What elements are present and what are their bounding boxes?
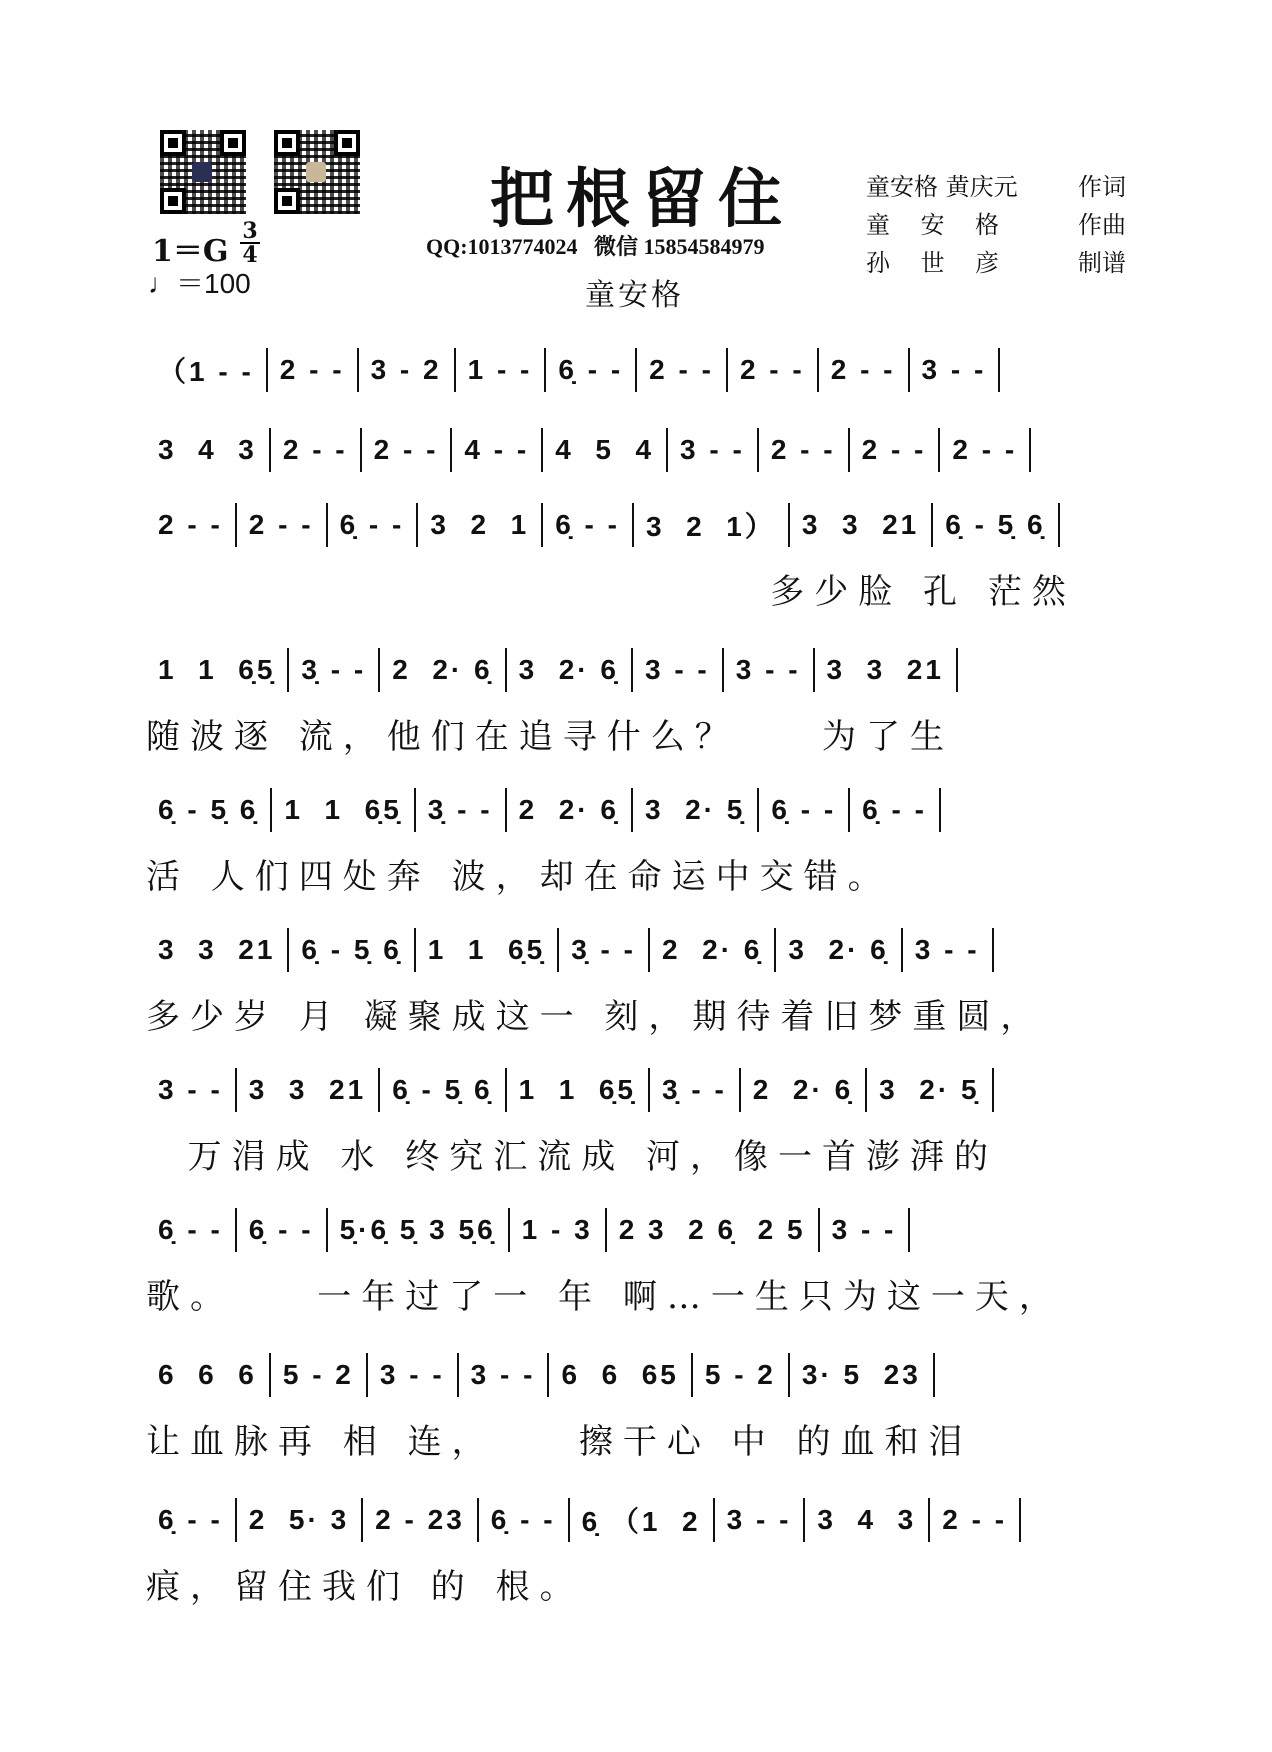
lyrics-line: 随波逐 流，他们在追寻什么？ 为了生	[146, 717, 955, 757]
measure: 3 - -	[910, 348, 1001, 392]
measure: 3 2· 5̣	[633, 788, 759, 832]
measure: 2 - -	[850, 428, 941, 472]
time-sig-top: 3	[242, 218, 258, 244]
measure: 3 2· 6̣	[507, 648, 633, 692]
measure: 1 1 6̣5̣	[146, 648, 289, 692]
time-signature	[240, 220, 260, 266]
measure: 2 2· 6̣	[741, 1068, 867, 1112]
measure: 3 - 2	[359, 348, 456, 392]
measure: 6̣ - 5̣ 6̣	[289, 928, 415, 972]
lyrics-line: 痕，留住我们 的 根。	[146, 1567, 584, 1607]
measure: 3 2· 6̣	[776, 928, 902, 972]
measure: 2 2· 6̣	[380, 648, 506, 692]
key-signature: 1＝G	[152, 234, 229, 269]
measure: 3̣ - -	[559, 928, 650, 972]
measure: 1 1 6̣5̣	[416, 928, 559, 972]
measure: 3̣ - -	[289, 648, 380, 692]
role-composer: 作曲	[1078, 211, 1126, 239]
credit-composer	[866, 206, 1126, 244]
measure: 3 2 1）	[634, 503, 790, 547]
measure: 3 2· 5̣	[867, 1068, 993, 1112]
measure: （1 - -	[146, 348, 268, 392]
measure: 3 3 21	[790, 503, 933, 547]
measure: 6̣ - -	[237, 1208, 328, 1252]
song-title: 把根留住	[490, 162, 794, 237]
score-line-6	[146, 925, 1126, 1038]
measure: 3 - -	[668, 428, 759, 472]
measure: 3 - -	[633, 648, 724, 692]
score-line-2	[146, 425, 1126, 475]
measures	[146, 425, 1126, 475]
measure: 6̣ （1 2	[570, 1498, 715, 1542]
measure: 2 2· 6̣	[507, 788, 633, 832]
score-line-8	[146, 1205, 1126, 1318]
lyrics-line: 多少岁 月 凝聚成这一 刻，期待着旧梦重圆，	[146, 997, 1045, 1037]
measure: 2 5· 3	[237, 1498, 363, 1542]
measures	[146, 1065, 1126, 1115]
qr-code-2	[274, 130, 360, 214]
role-arranger: 制谱	[1078, 249, 1126, 277]
lyrics-line: 多少脸 孔 茫然	[146, 572, 1076, 612]
score-line-7	[146, 1065, 1126, 1178]
tempo-marking: ♩＝100	[148, 268, 251, 299]
composer: 童 安 格	[866, 211, 1000, 239]
measure: 6 6 65	[549, 1353, 692, 1397]
measure: 2 3 2 6̣ 2 5	[607, 1208, 820, 1252]
measures	[146, 345, 1126, 395]
measure: 3 - -	[459, 1353, 550, 1397]
qr-code-1	[160, 130, 246, 214]
measures	[146, 1350, 1126, 1400]
measures	[146, 785, 1126, 835]
measure: 3 - -	[715, 1498, 806, 1542]
credit-lyrics	[866, 168, 1126, 206]
arranger: 孙 世 彦	[866, 249, 1000, 277]
measure: 1 1 6̣5̣	[507, 1068, 650, 1112]
lyrics-line: 歌。 一年过了一 年 啊…一生只为这一天，	[146, 1277, 1063, 1317]
measure: 6̣ - -	[328, 503, 419, 547]
score-line-4	[146, 645, 1126, 758]
singer-name: 童安格	[585, 278, 684, 313]
measure: 2 - -	[271, 428, 362, 472]
measures	[146, 1495, 1126, 1545]
measure: 2 - -	[930, 1498, 1021, 1542]
measure: 4 5 4	[543, 428, 668, 472]
lyrics-line: 万涓成 水 终究汇流成 河，像一首澎湃的	[146, 1137, 999, 1177]
measure: 3̣ - -	[650, 1068, 741, 1112]
measures	[146, 500, 1126, 550]
measure: 3 2 1	[418, 503, 543, 547]
score-line-9	[146, 1350, 1126, 1463]
time-sig-bottom: 4	[242, 242, 258, 268]
measure: 2 - 23	[363, 1498, 479, 1542]
measure: 3̣ - -	[416, 788, 507, 832]
measure: 2 - -	[940, 428, 1031, 472]
score-line-1	[146, 345, 1126, 395]
measure: 4 - -	[452, 428, 543, 472]
measure: 3 - -	[903, 928, 994, 972]
lyrics-line: 让血脉再 相 连， 擦干心 中 的血和泪	[146, 1422, 973, 1462]
score-line-3	[146, 500, 1126, 613]
measure: 2 - -	[146, 503, 237, 547]
measure: 6̣ - 5̣ 6̣	[933, 503, 1059, 547]
score-line-5	[146, 785, 1126, 898]
measure: 3· 5 23	[790, 1353, 935, 1397]
credits	[866, 168, 1126, 282]
measure: 6̣ - -	[759, 788, 850, 832]
lyricist: 童安格 黄庆元	[866, 173, 1018, 201]
measure: 6 6 6	[146, 1353, 271, 1397]
lyrics-line: 活 人们四处奔 波，却在命运中交错。	[146, 857, 892, 897]
score-line-10	[146, 1495, 1126, 1608]
measure: 6̣ - 5̣ 6̣	[380, 1068, 506, 1112]
measure: 3 3 21	[146, 928, 289, 972]
measure: 6̣ - -	[146, 1208, 237, 1252]
measure: 2 - -	[759, 428, 850, 472]
measure: 3 3 21	[815, 648, 958, 692]
measure: 1 - -	[456, 348, 547, 392]
measure: 5 - 2	[693, 1353, 790, 1397]
contact-info: QQ:1013774024 微信 15854584979	[426, 234, 765, 259]
measure: 6̣ - -	[479, 1498, 570, 1542]
measure: 3 - -	[368, 1353, 459, 1397]
measure: 1 - 3	[510, 1208, 607, 1252]
measure: 3 - -	[146, 1068, 237, 1112]
measure: 6̣ - -	[146, 1498, 237, 1542]
measures	[146, 925, 1126, 975]
measure: 3 4 3	[146, 428, 271, 472]
measures	[146, 1205, 1126, 1255]
measure: 3 - -	[820, 1208, 911, 1252]
measure: 6̣ - 5̣ 6̣	[146, 788, 272, 832]
measure: 1 1 6̣5̣	[272, 788, 415, 832]
measure: 6̣ - -	[546, 348, 637, 392]
measure: 3 3 21	[237, 1068, 380, 1112]
measure: 5̣·6̣ 5̣ 3 5̣6̣	[328, 1208, 510, 1252]
measure: 6̣ - -	[850, 788, 941, 832]
measure: 6̣ - -	[543, 503, 634, 547]
measure: 2 - -	[637, 348, 728, 392]
measure: 2 - -	[728, 348, 819, 392]
measure: 3 4 3	[805, 1498, 930, 1542]
measure: 2 - -	[237, 503, 328, 547]
measure: 2 2· 6̣	[650, 928, 776, 972]
role-lyrics: 作词	[1078, 173, 1126, 201]
measure: 5 - 2	[271, 1353, 368, 1397]
measure: 2 - -	[362, 428, 453, 472]
measure: 2 - -	[819, 348, 910, 392]
measure: 2 - -	[268, 348, 359, 392]
credit-arranger	[866, 244, 1126, 282]
measure: 3 - -	[724, 648, 815, 692]
measures	[146, 645, 1126, 695]
